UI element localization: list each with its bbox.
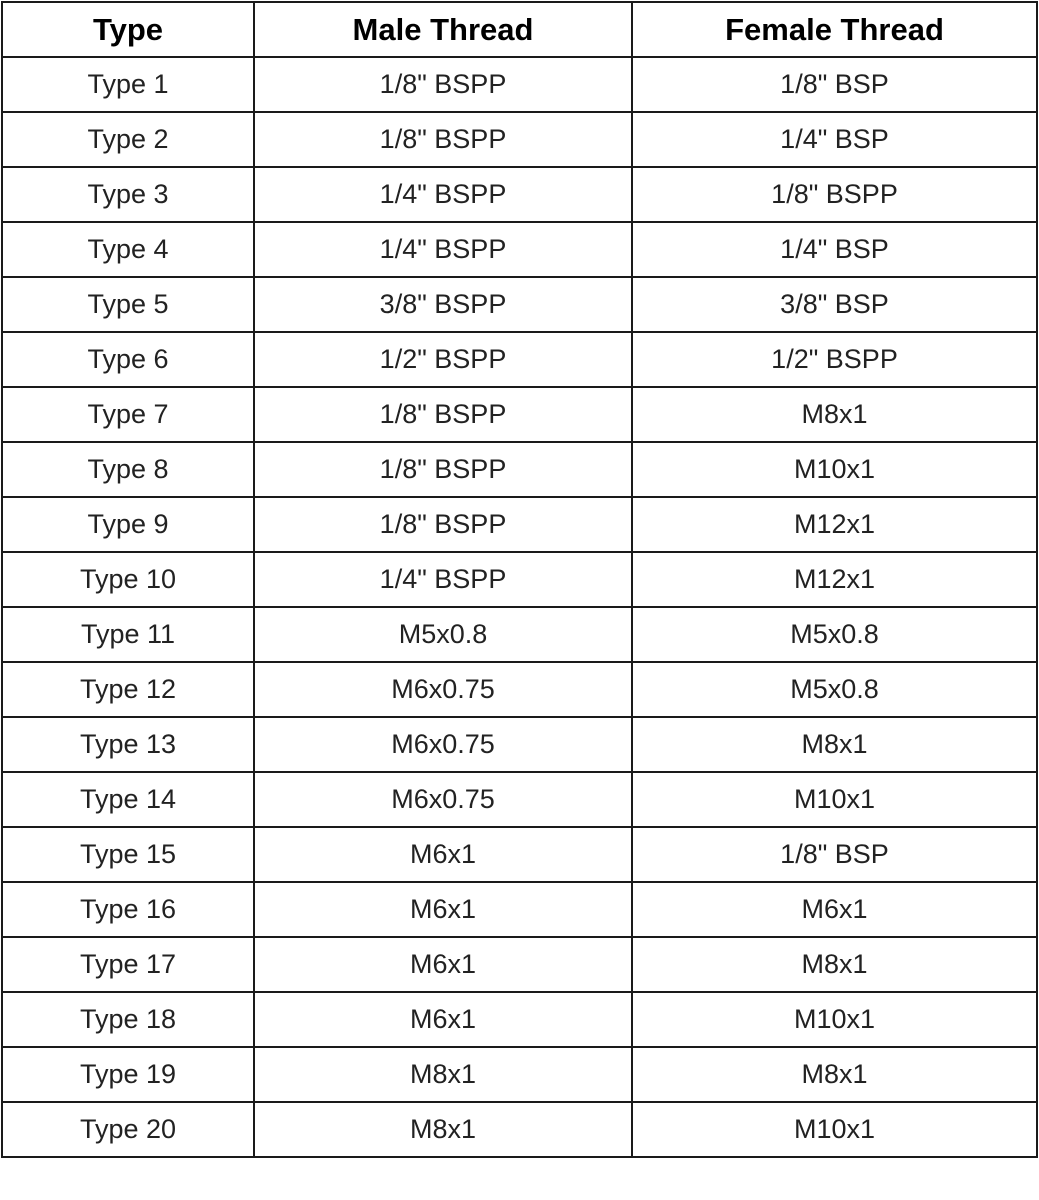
cell-male-thread: M6x0.75 bbox=[254, 772, 632, 827]
cell-female-thread: M10x1 bbox=[632, 1102, 1037, 1157]
table-row bbox=[2, 57, 1037, 112]
cell-female-thread: M8x1 bbox=[632, 387, 1037, 442]
cell-type: Type 8 bbox=[2, 442, 254, 497]
cell-male-thread: M8x1 bbox=[254, 1047, 632, 1102]
table-row bbox=[2, 442, 1037, 497]
cell-type: Type 17 bbox=[2, 937, 254, 992]
cell-type: Type 1 bbox=[2, 57, 254, 112]
cell-female-thread: M10x1 bbox=[632, 992, 1037, 1047]
cell-type: Type 11 bbox=[2, 607, 254, 662]
table-row bbox=[2, 662, 1037, 717]
cell-female-thread: 1/4" BSP bbox=[632, 222, 1037, 277]
cell-male-thread: M6x0.75 bbox=[254, 717, 632, 772]
cell-type: Type 12 bbox=[2, 662, 254, 717]
cell-female-thread: M10x1 bbox=[632, 772, 1037, 827]
cell-female-thread: M8x1 bbox=[632, 717, 1037, 772]
thread-type-table bbox=[1, 1, 1038, 1158]
cell-female-thread: M8x1 bbox=[632, 937, 1037, 992]
cell-male-thread: M8x1 bbox=[254, 1102, 632, 1157]
header-male-thread: Male Thread bbox=[254, 2, 632, 57]
cell-male-thread: M6x1 bbox=[254, 827, 632, 882]
table-row bbox=[2, 937, 1037, 992]
table-row bbox=[2, 167, 1037, 222]
cell-male-thread: M6x1 bbox=[254, 937, 632, 992]
cell-male-thread: 1/4" BSPP bbox=[254, 222, 632, 277]
cell-male-thread: M5x0.8 bbox=[254, 607, 632, 662]
cell-female-thread: M10x1 bbox=[632, 442, 1037, 497]
cell-male-thread: 1/8" BSPP bbox=[254, 387, 632, 442]
table-row bbox=[2, 497, 1037, 552]
cell-male-thread: 3/8" BSPP bbox=[254, 277, 632, 332]
table-row bbox=[2, 992, 1037, 1047]
cell-type: Type 16 bbox=[2, 882, 254, 937]
table-body bbox=[2, 57, 1037, 1157]
cell-type: Type 7 bbox=[2, 387, 254, 442]
cell-type: Type 15 bbox=[2, 827, 254, 882]
cell-male-thread: M6x0.75 bbox=[254, 662, 632, 717]
cell-female-thread: 1/8" BSPP bbox=[632, 167, 1037, 222]
table-row bbox=[2, 222, 1037, 277]
cell-type: Type 4 bbox=[2, 222, 254, 277]
cell-type: Type 19 bbox=[2, 1047, 254, 1102]
cell-male-thread: 1/4" BSPP bbox=[254, 552, 632, 607]
table-row bbox=[2, 1047, 1037, 1102]
cell-male-thread: M6x1 bbox=[254, 882, 632, 937]
cell-female-thread: 3/8" BSP bbox=[632, 277, 1037, 332]
cell-male-thread: 1/8" BSPP bbox=[254, 112, 632, 167]
cell-type: Type 6 bbox=[2, 332, 254, 387]
table-row bbox=[2, 882, 1037, 937]
cell-male-thread: 1/4" BSPP bbox=[254, 167, 632, 222]
header-female-thread: Female Thread bbox=[632, 2, 1037, 57]
table-row bbox=[2, 772, 1037, 827]
cell-female-thread: 1/2" BSPP bbox=[632, 332, 1037, 387]
cell-male-thread: 1/2" BSPP bbox=[254, 332, 632, 387]
cell-female-thread: 1/8" BSP bbox=[632, 57, 1037, 112]
cell-female-thread: 1/8" BSP bbox=[632, 827, 1037, 882]
header-type: Type bbox=[2, 2, 254, 57]
cell-male-thread: 1/8" BSPP bbox=[254, 442, 632, 497]
table-row bbox=[2, 277, 1037, 332]
table-row bbox=[2, 332, 1037, 387]
cell-type: Type 14 bbox=[2, 772, 254, 827]
cell-type: Type 9 bbox=[2, 497, 254, 552]
cell-male-thread: 1/8" BSPP bbox=[254, 497, 632, 552]
table-row bbox=[2, 827, 1037, 882]
cell-type: Type 5 bbox=[2, 277, 254, 332]
table-row bbox=[2, 717, 1037, 772]
header-row bbox=[2, 2, 1037, 57]
cell-female-thread: M5x0.8 bbox=[632, 607, 1037, 662]
cell-type: Type 20 bbox=[2, 1102, 254, 1157]
table-row bbox=[2, 1102, 1037, 1157]
cell-female-thread: M8x1 bbox=[632, 1047, 1037, 1102]
cell-female-thread: M6x1 bbox=[632, 882, 1037, 937]
cell-female-thread: M5x0.8 bbox=[632, 662, 1037, 717]
cell-type: Type 18 bbox=[2, 992, 254, 1047]
cell-female-thread: M12x1 bbox=[632, 497, 1037, 552]
table-header bbox=[2, 2, 1037, 57]
cell-type: Type 10 bbox=[2, 552, 254, 607]
table-row bbox=[2, 552, 1037, 607]
cell-type: Type 2 bbox=[2, 112, 254, 167]
cell-male-thread: M6x1 bbox=[254, 992, 632, 1047]
cell-type: Type 13 bbox=[2, 717, 254, 772]
table-row bbox=[2, 387, 1037, 442]
cell-male-thread: 1/8" BSPP bbox=[254, 57, 632, 112]
cell-female-thread: M12x1 bbox=[632, 552, 1037, 607]
cell-female-thread: 1/4" BSP bbox=[632, 112, 1037, 167]
cell-type: Type 3 bbox=[2, 167, 254, 222]
table-row bbox=[2, 607, 1037, 662]
table-row bbox=[2, 112, 1037, 167]
